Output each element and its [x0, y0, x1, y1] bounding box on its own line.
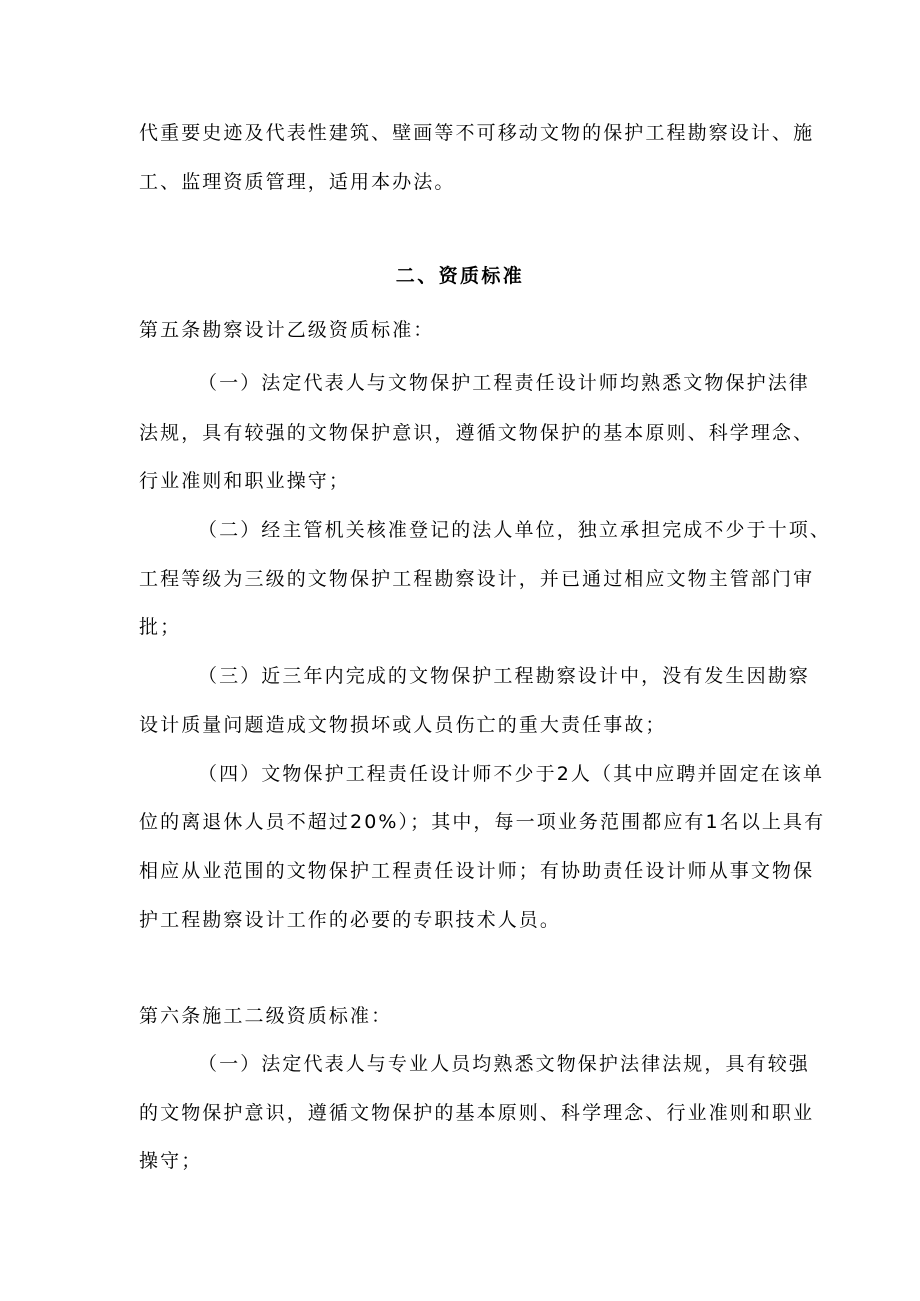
- article5-item1-line1: （一）法定代表人与文物保护工程责任设计师均熟悉文物保护法律: [198, 372, 810, 394]
- article6-item1-line1: （一）法定代表人与专业人员均熟悉文物保护法律法规，具有较强: [198, 1053, 810, 1075]
- article6-title: 第六条施工二级资质标准：: [139, 1005, 393, 1027]
- article5-item2-line3: 批；: [139, 616, 182, 638]
- article5-item2-line1: （二）经主管机关核准登记的法人单位，独立承担完成不少于十项、: [198, 519, 832, 541]
- article5-item1-line2: 法规，具有较强的文物保护意识，遵循文物保护的基本原则、科学理念、: [139, 422, 815, 444]
- article5-title: 第五条勘察设计乙级资质标准：: [139, 319, 435, 341]
- article5-item3-line1: （三）近三年内完成的文物保护工程勘察设计中，没有发生因勘察: [198, 665, 810, 687]
- article6-item1-line2: 的文物保护意识，遵循文物保护的基本原则、科学理念、行业准则和职业: [139, 1102, 815, 1124]
- article5-item4-line4: 护工程勘察设计工作的必要的专职技术人员。: [139, 909, 562, 931]
- article5-item3-line2: 设计质量问题造成文物损坏或人员伤亡的重大责任事故；: [139, 714, 667, 736]
- article5-item1-line3: 行业准则和职业操守；: [139, 470, 351, 492]
- article6-item1-line3: 操守；: [139, 1150, 203, 1172]
- intro-line-2: 工、监理资质管理，适用本办法。: [139, 171, 456, 193]
- article5-item4-line1: （四）文物保护工程责任设计师不少于2人（其中应聘并固定在该单: [198, 763, 825, 785]
- intro-line-1: 代重要史迹及代表性建筑、壁画等不可移动文物的保护工程勘察设计、施: [139, 122, 815, 144]
- article5-item4-line3: 相应从业范围的文物保护工程责任设计师；有协助责任设计师从事文物保: [139, 860, 815, 882]
- article5-item4-line2: 位的离退休人员不超过20%）；其中，每一项业务范围都应有1名以上具有: [139, 811, 826, 833]
- section-heading: 二、资质标准: [395, 265, 525, 287]
- article5-item2-line2: 工程等级为三级的文物保护工程勘察设计，并已通过相应文物主管部门审: [139, 568, 815, 590]
